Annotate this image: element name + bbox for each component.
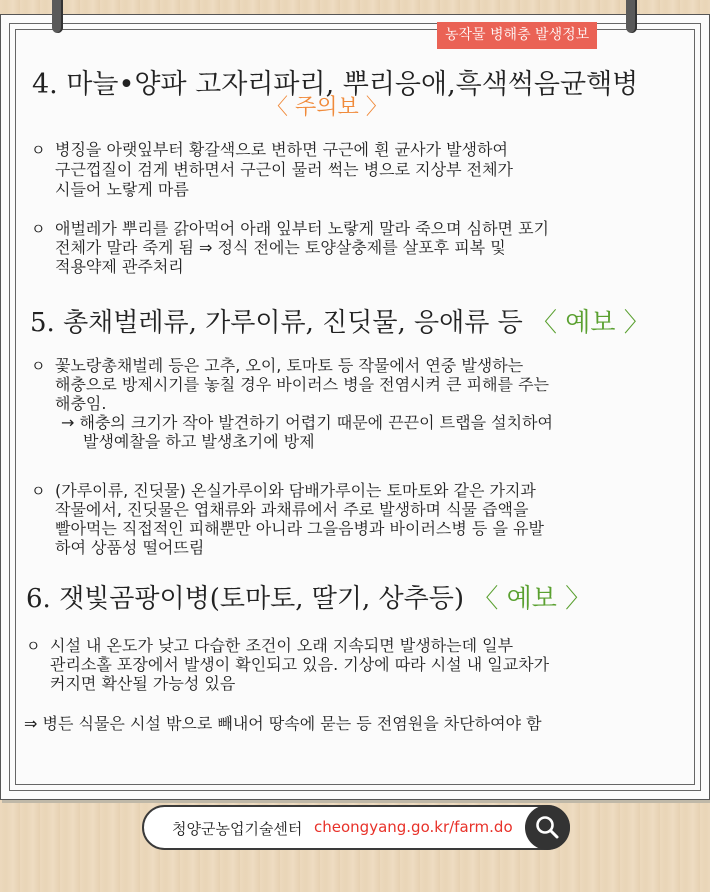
section-5-title — [30, 302, 650, 339]
section-5-item-2 — [55, 481, 544, 557]
text-line: 적용약제 관주처리 — [55, 257, 184, 276]
text-line: 하여 상품성 떨어뜨림 — [55, 538, 205, 557]
section-4-item-1-bullet: ㅇ — [31, 141, 46, 159]
section-4-title: 4. 마늘•양파 고자리파리, 뿌리응애,흑색썩음균핵병 — [32, 69, 639, 100]
search-icon[interactable] — [525, 805, 570, 850]
section-5-item-2-bullet: ㅇ — [31, 482, 46, 500]
text-line: (가루이류, 진딧물) 온실가루이와 담배가루이는 토마토와 같은 가지과 — [55, 481, 536, 500]
footer-org-name: 청양군농업기술센터 — [172, 820, 303, 838]
section-4-item-1 — [55, 140, 513, 200]
section-4-item-2 — [55, 219, 549, 276]
text-line: 구근껍질이 검게 변하면서 구근이 물러 썩는 병으로 지상부 전체가 — [55, 160, 514, 179]
board-pin-left — [52, 0, 63, 33]
section-6-item-1-bullet: ㅇ — [26, 637, 41, 655]
section-4-item-2-bullet: ㅇ — [31, 220, 46, 238]
section-6-title — [26, 578, 591, 615]
text-line: 작물에서, 진딧물은 엽채류와 과채류에서 주로 발생하며 식물 즙액을 — [55, 500, 529, 519]
text-line: 병징을 아랫잎부터 황갈색으로 변하면 구근에 흰 균사가 발생하여 — [55, 140, 508, 159]
section-6-item-1 — [50, 636, 549, 693]
text-line: 빨아먹는 직접적인 피해뿐만 아니라 그을음병과 바이러스병 등 을 유발 — [55, 519, 544, 538]
text-line: 커지면 확산될 가능성 있음 — [50, 674, 236, 693]
text-line: 애벌레가 뿌리를 갉아먹어 아래 잎부터 노랗게 말라 죽으며 심하면 포기 — [55, 219, 549, 238]
text-line: 해충임. — [55, 394, 107, 413]
section-5-title-text: 5. 총채벌레류, 가루이류, 진딧물, 응애류 등 — [30, 308, 523, 338]
section-5-item-1-bullet: ㅇ — [31, 357, 46, 375]
section-4-level: 〈 주의보 〉 — [266, 95, 388, 120]
text-line: → 해충의 크기가 작아 발견하기 어렵기 때문에 끈끈이 트랩을 설치하여 — [61, 413, 553, 432]
text-line: 시들어 노랗게 마름 — [55, 180, 189, 199]
text-line: 전체가 말라 죽게 됨 ⇒ 정식 전에는 토양살충제를 살포후 피복 및 — [55, 238, 506, 257]
section-6-level: 〈 예보 〉 — [472, 584, 592, 614]
footer-url[interactable]: cheongyang.go.kr/farm.do — [314, 818, 513, 836]
text-line: 꽃노랑총채벌레 등은 고추, 오이, 토마토 등 작물에서 연중 발생하는 — [55, 356, 524, 375]
board-pin-right — [626, 0, 637, 33]
section-5-item-1 — [55, 356, 553, 451]
text-line: 관리소홀 포장에서 발생이 확인되고 있음. 기상에 따라 시설 내 일교차가 — [50, 655, 550, 674]
category-tag: 농작물 병해충 발생정보 — [437, 22, 597, 49]
text-line: 해충으로 방제시기를 놓칠 경우 바이러스 병을 전염시켜 큰 피해를 주는 — [55, 375, 549, 394]
section-5-level: 〈 예보 〉 — [531, 308, 650, 338]
section-6-note: ⇒ 병든 식물은 시설 밖으로 빼내어 땅속에 묻는 등 전염원을 차단하여야 함 — [24, 714, 542, 733]
text-line: 발생예찰을 하고 발생초기에 방제 — [83, 432, 315, 451]
footer-link-bar[interactable] — [142, 805, 570, 850]
section-6-title-text: 6. 잿빛곰팡이병(토마토, 딸기, 상추등) — [26, 584, 465, 614]
text-line: 시설 내 온도가 낮고 다습한 조건이 오래 지속되면 발생하는데 일부 — [50, 636, 514, 655]
